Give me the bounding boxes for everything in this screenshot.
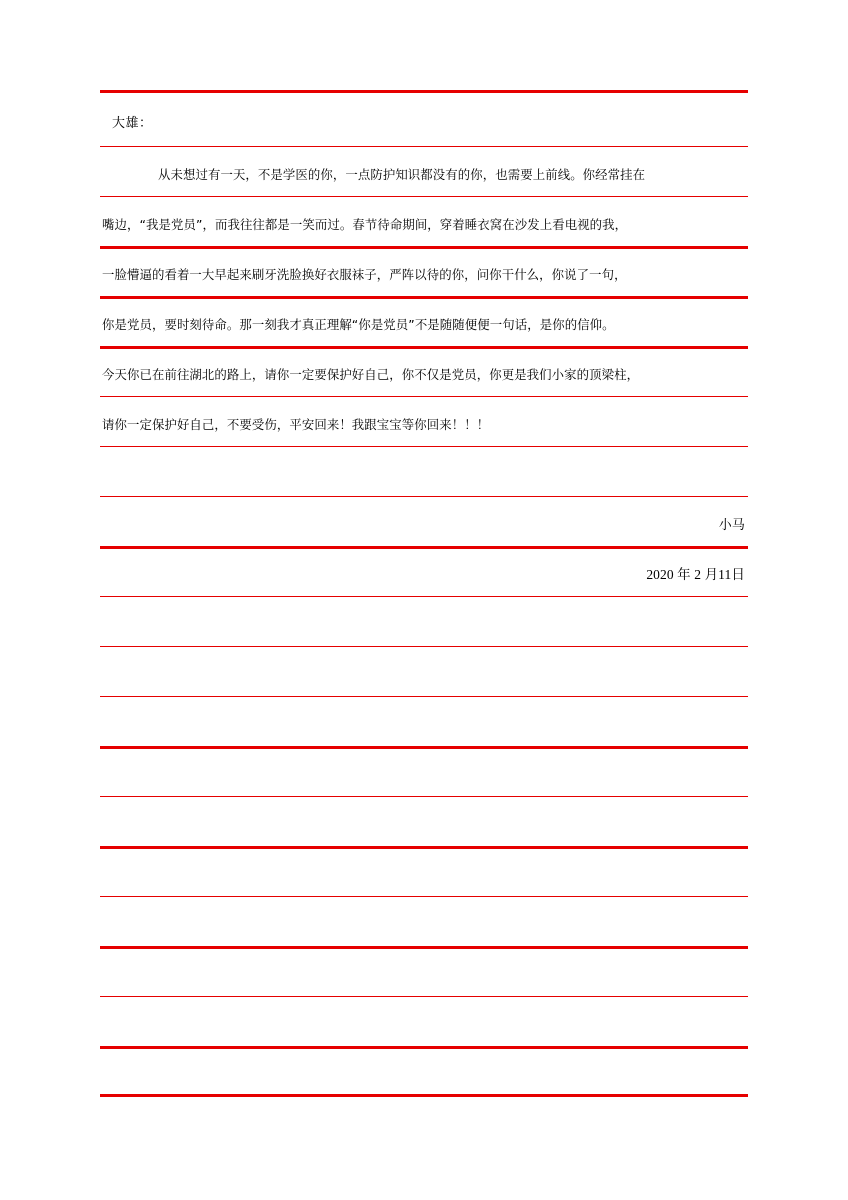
rule-line bbox=[100, 746, 748, 749]
rule-line bbox=[100, 1046, 748, 1049]
letter-greeting: 大雄： bbox=[112, 116, 153, 131]
letter-signature: 小马 bbox=[718, 518, 745, 533]
letter-body-line: 一脸懵逼的看着一大早起来刷牙洗脸换好衣服袜子，严阵以待的你，问你干什么，你说了一句， bbox=[102, 267, 627, 282]
rule-line bbox=[100, 396, 748, 397]
letter-date: 2020 年 2 月11日 bbox=[646, 567, 745, 582]
rule-line bbox=[100, 446, 748, 447]
rule-line bbox=[100, 896, 748, 897]
letter-body-line: 嘴边，“我是党员”，而我往往都是一笑而过。春节待命期间，穿着睡衣窝在沙发上看电视的我， bbox=[102, 217, 628, 232]
rule-line bbox=[100, 846, 748, 849]
letter-body-line: 请你一定保护好自己，不要受伤，平安回来！我跟宝宝等你回来！！！ bbox=[102, 417, 490, 432]
rule-line bbox=[100, 90, 748, 93]
rule-line bbox=[100, 796, 748, 797]
ruled-writing-area bbox=[100, 90, 748, 1100]
rule-line bbox=[100, 596, 748, 597]
rule-line bbox=[100, 1094, 748, 1097]
rule-line bbox=[100, 996, 748, 997]
rule-line bbox=[100, 946, 748, 949]
rule-line bbox=[100, 296, 748, 299]
rule-line bbox=[100, 496, 748, 497]
rule-line bbox=[100, 246, 748, 249]
rule-line bbox=[100, 696, 748, 697]
letter-body-line: 今天你已在前往湖北的路上，请你一定要保护好自己，你不仅是党员，你更是我们小家的顶梁柱， bbox=[102, 367, 640, 382]
rule-line bbox=[100, 146, 748, 147]
letter-body-line: 从未想过有一天，不是学医的你，一点防护知识都没有的你，也需要上前线。你经常挂在 bbox=[158, 167, 646, 182]
rule-line bbox=[100, 346, 748, 349]
rule-line bbox=[100, 546, 748, 549]
rule-line bbox=[100, 646, 748, 647]
rule-line bbox=[100, 196, 748, 197]
letter-body-line: 你是党员，要时刻待命。那一刻我才真正理解“你是党员”不是随随便便一句话，是你的信仰。 bbox=[102, 317, 615, 332]
